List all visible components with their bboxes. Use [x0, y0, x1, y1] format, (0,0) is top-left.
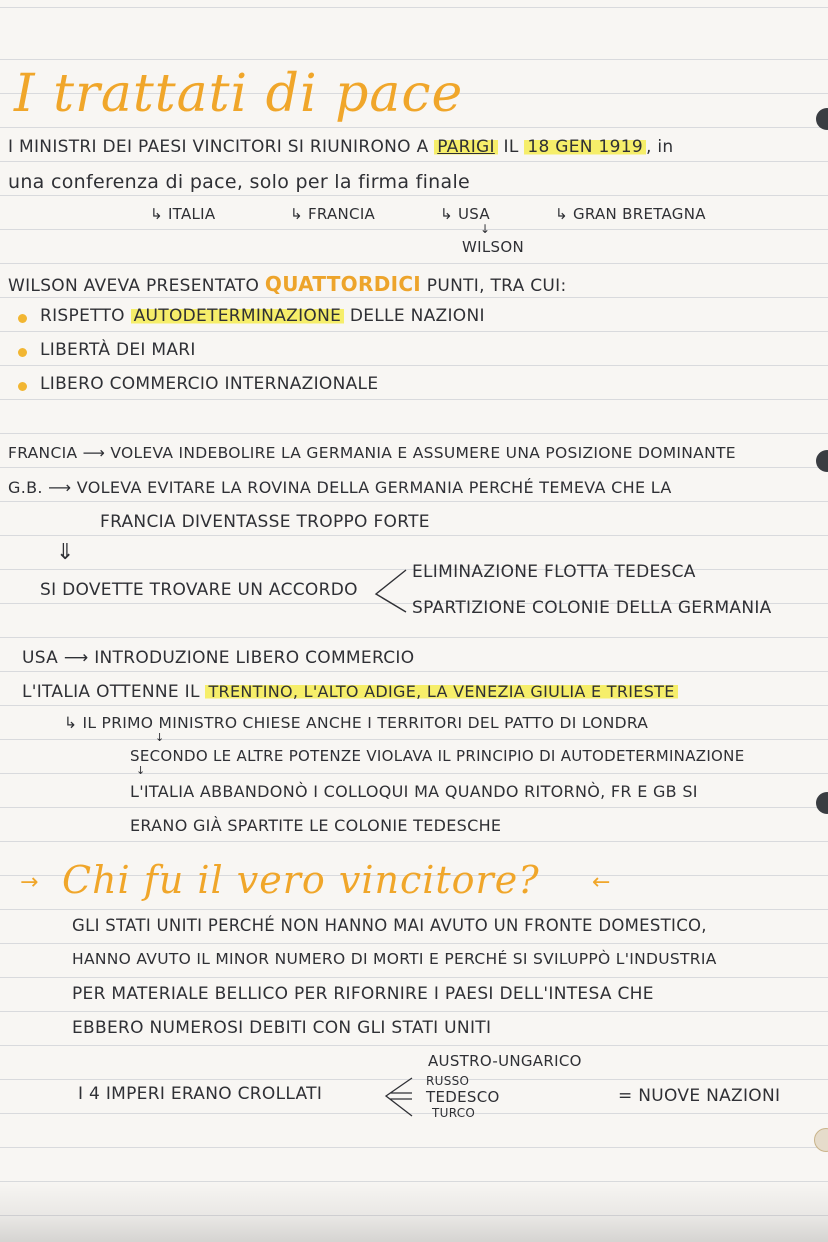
- branch-brace-icon: [382, 1074, 416, 1120]
- branch-brace-icon: [370, 566, 410, 616]
- intro-text: IL: [503, 137, 519, 157]
- empire-item: RUSSO: [426, 1074, 470, 1088]
- empires-label: I 4 IMPERI ERANO CROLLATI: [78, 1084, 323, 1104]
- country-francia: ↳ FRANCIA: [290, 205, 376, 223]
- place-highlight: PARIGI: [434, 137, 498, 157]
- wilson-line: WILSON AVEVA PRESENTATO QUATTORDICI PUNTI, TRA CUI:: [8, 272, 567, 296]
- abandon-line: L'ITALIA ABBANDONÒ I COLLOQUI MA QUANDO RITORNÒ, FR E GB SI: [130, 782, 698, 801]
- intro-text: , in: [646, 137, 674, 157]
- bullet: [18, 314, 27, 323]
- france-position: FRANCIA ⟶ VOLEVA INDEBOLIRE LA GERMANIA E ASSUMERE UNA POSIZIONE DOMINANTE: [8, 444, 736, 462]
- wilson-point: LIBERO COMMERCIO INTERNAZIONALE: [40, 374, 379, 394]
- date-highlight: 18 GEN 1919: [524, 137, 646, 157]
- violation-line: SECONDO LE ALTRE POTENZE VIOLAVA IL PRINCIPIO DI AUTODETERMINAZIONE: [130, 747, 745, 765]
- winner-heading: Chi fu il vero vincitore?: [62, 858, 540, 902]
- prime-minister-line: ↳ IL PRIMO MINISTRO CHIESE ANCHE I TERRITORI DEL PATTO DI LONDRA: [64, 714, 649, 732]
- italy-line: L'ITALIA OTTENNE IL TRENTINO, L'ALTO ADIGE, LA VENEZIA GIULIA E TRIESTE: [22, 682, 678, 702]
- winner-line: GLI STATI UNITI PERCHÉ NON HANNO MAI AVUTO UN FRONTE DOMESTICO,: [72, 916, 707, 935]
- country-usa: ↳ USA: [440, 205, 490, 223]
- wilson-point: LIBERTÀ DEI MARI: [40, 340, 196, 360]
- fourteen-points: QUATTORDICI: [264, 272, 422, 296]
- usa-leader: WILSON: [462, 238, 524, 256]
- winner-line: EBBERO NUMEROSI DEBITI CON GLI STATI UNITI: [72, 1018, 492, 1038]
- gb-position: G.B. ⟶ VOLEVA EVITARE LA ROVINA DELLA GERMANIA PERCHÉ TEMEVA CHE LA: [8, 478, 672, 497]
- country-gran-bretagna: ↳ GRAN BRETAGNA: [555, 205, 706, 223]
- agreement-text: SI DOVETTE TROVARE UN ACCORDO: [40, 580, 358, 600]
- arrow-down-icon: ↓: [136, 764, 146, 777]
- territories-highlight: TRENTINO, L'ALTO ADIGE, LA VENEZIA GIULIA E TRIESTE: [205, 682, 677, 701]
- empire-item: TEDESCO: [426, 1088, 500, 1106]
- self-determination-highlight: AUTODETERMINAZIONE: [131, 306, 345, 326]
- right-arrow-icon: →: [20, 870, 39, 895]
- page-shadow: [0, 1180, 828, 1242]
- colonies-line: ERANO GIÀ SPARTITE LE COLONIE TEDESCHE: [130, 816, 502, 835]
- agreement-item: ELIMINAZIONE FLOTTA TEDESCA: [412, 562, 696, 582]
- left-arrow-icon: ←: [592, 870, 611, 895]
- arrow-down-icon: ↓: [480, 222, 491, 236]
- country-italia: ↳ ITALIA: [150, 205, 216, 223]
- empire-item: TURCO: [432, 1106, 476, 1120]
- therefore-arrow-icon: ⇓: [56, 540, 75, 565]
- intro-line-1: [8, 137, 674, 157]
- winner-line: HANNO AVUTO IL MINOR NUMERO DI MORTI E PERCHÉ SI SVILUPPÒ L'INDUSTRIA: [72, 950, 717, 968]
- bullet: [18, 348, 27, 357]
- winner-line: PER MATERIALE BELLICO PER RIFORNIRE I PAESI DELL'INTESA CHE: [72, 984, 654, 1004]
- new-nations: = NUOVE NAZIONI: [618, 1086, 781, 1106]
- usa-line: USA ⟶ INTRODUZIONE LIBERO COMMERCIO: [22, 648, 415, 668]
- bullet: [18, 382, 27, 391]
- wilson-point: RISPETTO AUTODETERMINAZIONE DELLE NAZIONI: [40, 306, 485, 326]
- gb-position-continued: FRANCIA DIVENTASSE TROPPO FORTE: [100, 512, 430, 532]
- intro-text: I MINISTRI DEI PAESI VINCITORI SI RIUNIRONO A: [8, 137, 429, 157]
- page-title: I trattati di pace: [14, 64, 464, 124]
- arrow-down-icon: ↓: [155, 731, 165, 744]
- intro-line-2: una conferenza di pace, solo per la firma finale: [8, 171, 471, 193]
- agreement-item: SPARTIZIONE COLONIE DELLA GERMANIA: [412, 598, 772, 618]
- empire-item: AUSTRO-UNGARICO: [428, 1052, 582, 1070]
